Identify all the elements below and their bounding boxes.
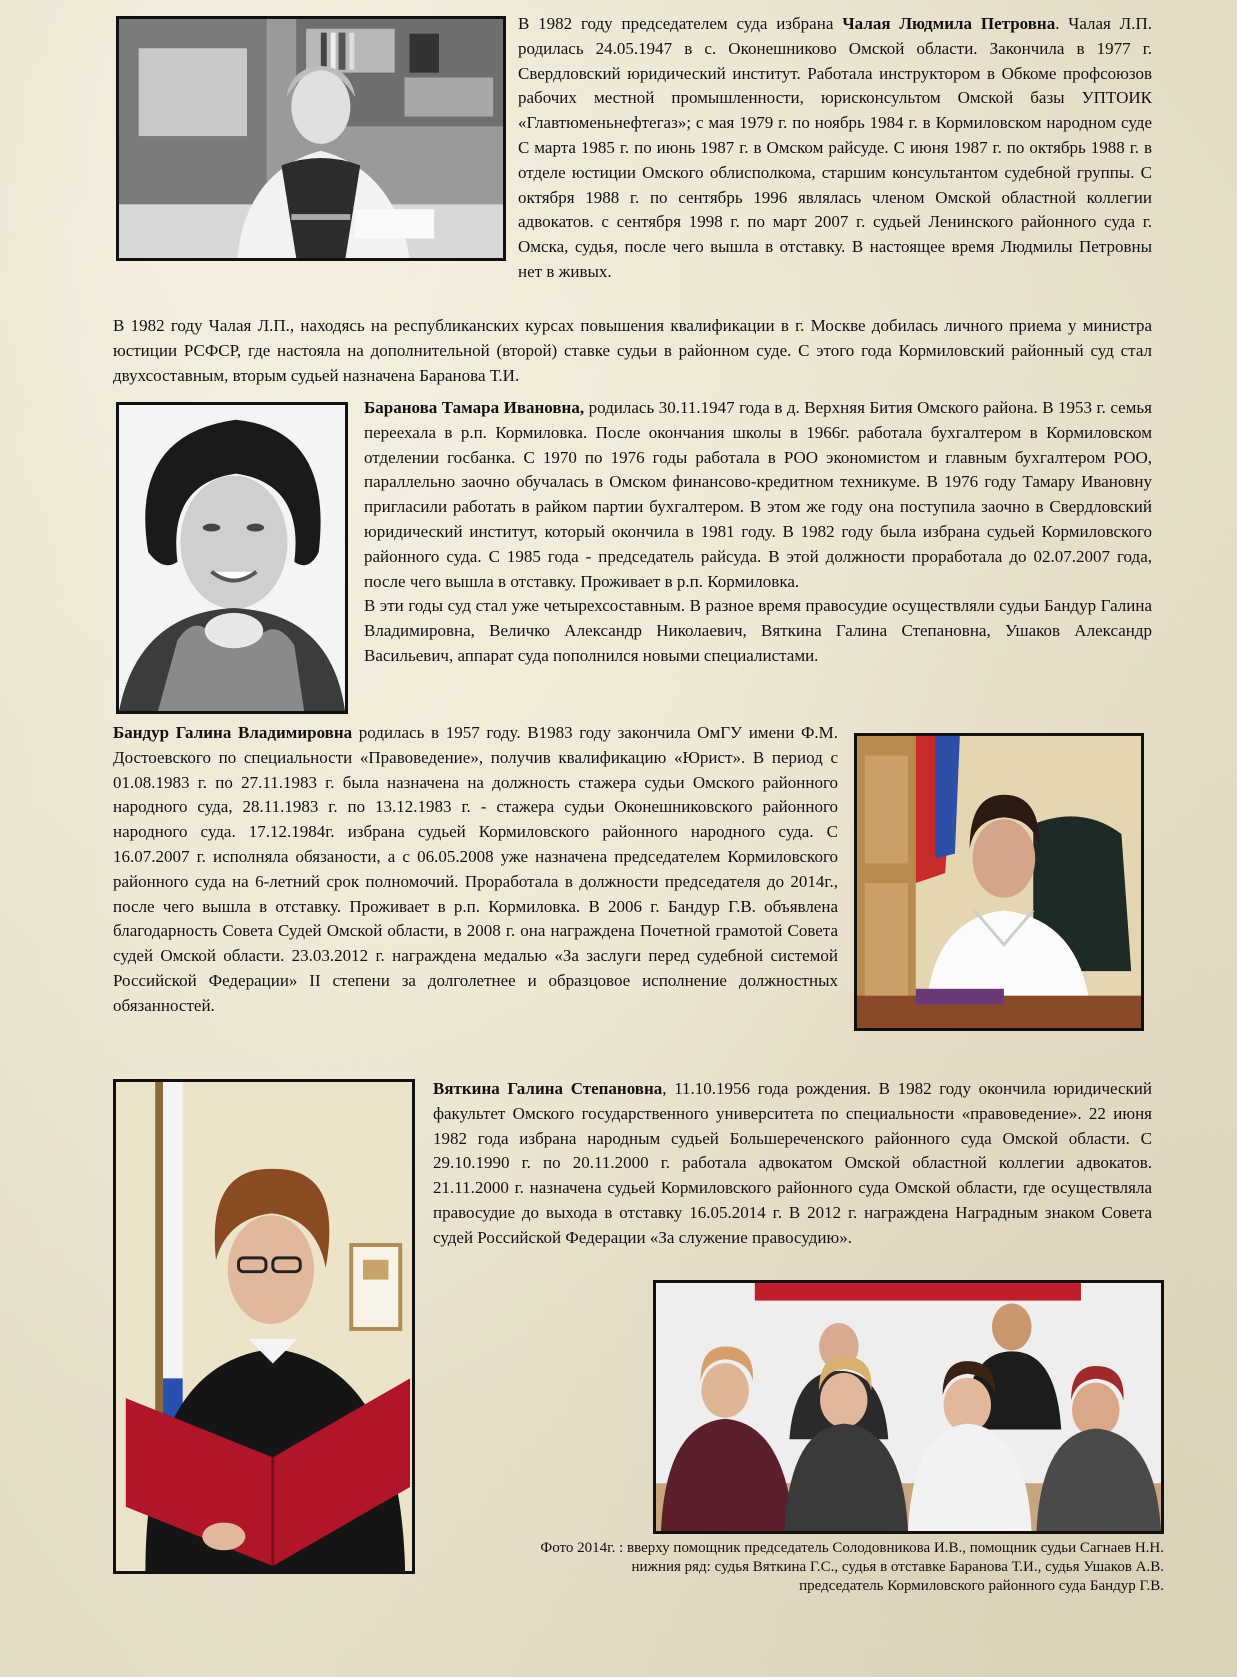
caption-line-3: председатель Кормиловского районного суда Бандур Г.В. (799, 1578, 1164, 1594)
baranova-name: Баранова Тамара Ивановна, (364, 398, 585, 417)
caption-line-2: нижния ряд: судья Вяткина Г.С., судья в отставке Баранова Т.И., судья Ушаков А.В. (631, 1559, 1164, 1575)
photo-vyatkina (113, 1079, 415, 1574)
vyatkina-name: Вяткина Галина Степановна (433, 1079, 663, 1098)
group-photo-caption (404, 1539, 1164, 1596)
intermission-paragraph: В 1982 году Чалая Л.П., находясь на республиканских курсах повышения квалификации в г. Москве добилась личного приема у министра юстиции РСФСР, где настояла на дополнительной (второй) ставке судьи в районном суде. С этого года Кормиловский районный суд стал двухсоставным, вторым судьей назначена Баранова Т.И. (113, 316, 1152, 385)
vyatkina-bio-text: , 11.10.1956 года рождения. В 1982 году окончила юридический факультет Омского государственного университета по специальности «правоведение». 22 июня 1982 года избрана народным судьей Большереченского районного суда Омской области. С 29.10.1990 г. по 20.11.2000 г. работала адвокатом Омской областной коллегии адвокатов. 21.11.2000 г. назначена судьей Кормиловского районного суда Омской области, где осуществляла правосудие до выхода в отставку 16.05.2014 г. В 2012 г. награждена Наградным знаком Совета судей Российской Федерации «За служение правосудию». (433, 1079, 1152, 1247)
bandur-bio-text: родилась в 1957 году. В1983 году закончила ОмГУ имени Ф.М. Достоевского по специальности «Правоведение», получив квалификацию «Юрист». В период с 01.08.1983 г. по 27.11.1983 г. была назначена на должность стажера судьи Омского районного народного суда, 28.11.1983 г. по 13.12.1983 г. - стажера судьи Оконешниковского районного народного суда. 17.12.1984г. избрана судьей Кормиловского районного народного суда. С 16.07.2007 г. исполняла обязаности, а с 06.05.2008 уже назначена председателем Кормиловского районного суда на 6-летний срок полномочий. Проработала в должности председателя до 2014г., после чего вышла в отставку. Проживает в р.п. Кормиловка. В 2006 г. Бандур Г.В. объявлена благодарность Совета Судей Омской области, в 2008 г. она награждена Почетной грамотой Совета судей Омской области. 23.03.2012 г. награждена медалью «За заслуги перед судебной системой Российской Федерации» II степени за долголетнее и образцовое исполнение должностных обязанностей. (113, 723, 839, 1015)
photo-group-2014 (653, 1280, 1164, 1534)
chalaya-bio (518, 12, 1152, 285)
chalaya-intro: В 1982 году председателем суда избрана (518, 14, 843, 33)
baranova-bio (364, 396, 1152, 669)
vyatkina-bio (433, 1077, 1152, 1251)
bandur-bio (113, 721, 838, 1019)
photo-baranova (116, 402, 348, 714)
baranova-extra-text: В эти годы суд стал уже четырехсоставным. В разное время правосудие осуществляли судьи Бандур Галина Владимировна, Величко Александр Николаевич, Вяткина Галина Степановна, Ушаков Александр Васильевич, аппарат суда пополнился новыми специалистами. (364, 596, 1152, 665)
bandur-name: Бандур Галина Владимировна (113, 723, 353, 742)
photo-chalaya (116, 16, 506, 261)
caption-line-1: Фото 2014г. : вверху помощник председатель Солодовникова И.В., помощник судьи Сагнаев Н.Н. (540, 1540, 1164, 1556)
photo-bandur (854, 733, 1144, 1031)
chalaya-bio-text: . Чалая Л.П. родилась 24.05.1947 в с. Оконешниково Омской области. Закончила в 1977 г. Свердловский юридический институт. Работала инструктором в Обкоме профсоюзов рабочих местной промышленности, юрисконсультом Омской базы УПТОИК «Главтюменьнефтегаз»; с мая 1979 г. по ноябрь 1984 г. в Кормиловском народном суде С марта 1985 г. по июнь 1987 г. в Омском райсуде. С июня 1987 г. по октябрь 1988 г. в отделе юстиции Омского облисполкома, старшим консультантом судебной группы. С октября 1988 г. по сентябрь 1996 являлась членом Омской областной коллегии адвокатов. с сентября 1998 г. по март 2007 г. судьей Ленинского районного суда г. Омска, судья, после чего вышла в отставку. В настоящее время Людмилы Петровны нет в живых. (518, 14, 1152, 281)
baranova-bio-text: родилась 30.11.1947 года в д. Верхняя Бития Омского района. В 1953 г. семья переехала в р.п. Кормиловка. После окончания школы в 1966г. работала бухгалтером в Кормиловском отделении госбанка. С 1970 по 1976 годы работала в РОО экономистом и главным бухгалтером РОО, параллельно заочно обучалась в Омском финансово-кредитном техникуме. В 1976 году Тамару Ивановну пригласили работать в райком партии бухгалтером. В этом же году она поступила заочно в Свердловский юридический институт, который окончила в 1981 году. В 1982 году была избрана судьей Кормиловского районного суда. С 1985 года - председатель райсуда. В этой должности проработала до 02.07.2007 года, после чего вышла в отставку. Проживает в р.п. Кормиловка. (364, 398, 1152, 591)
chalaya-name: Чалая Людмила Петровна (842, 14, 1056, 33)
